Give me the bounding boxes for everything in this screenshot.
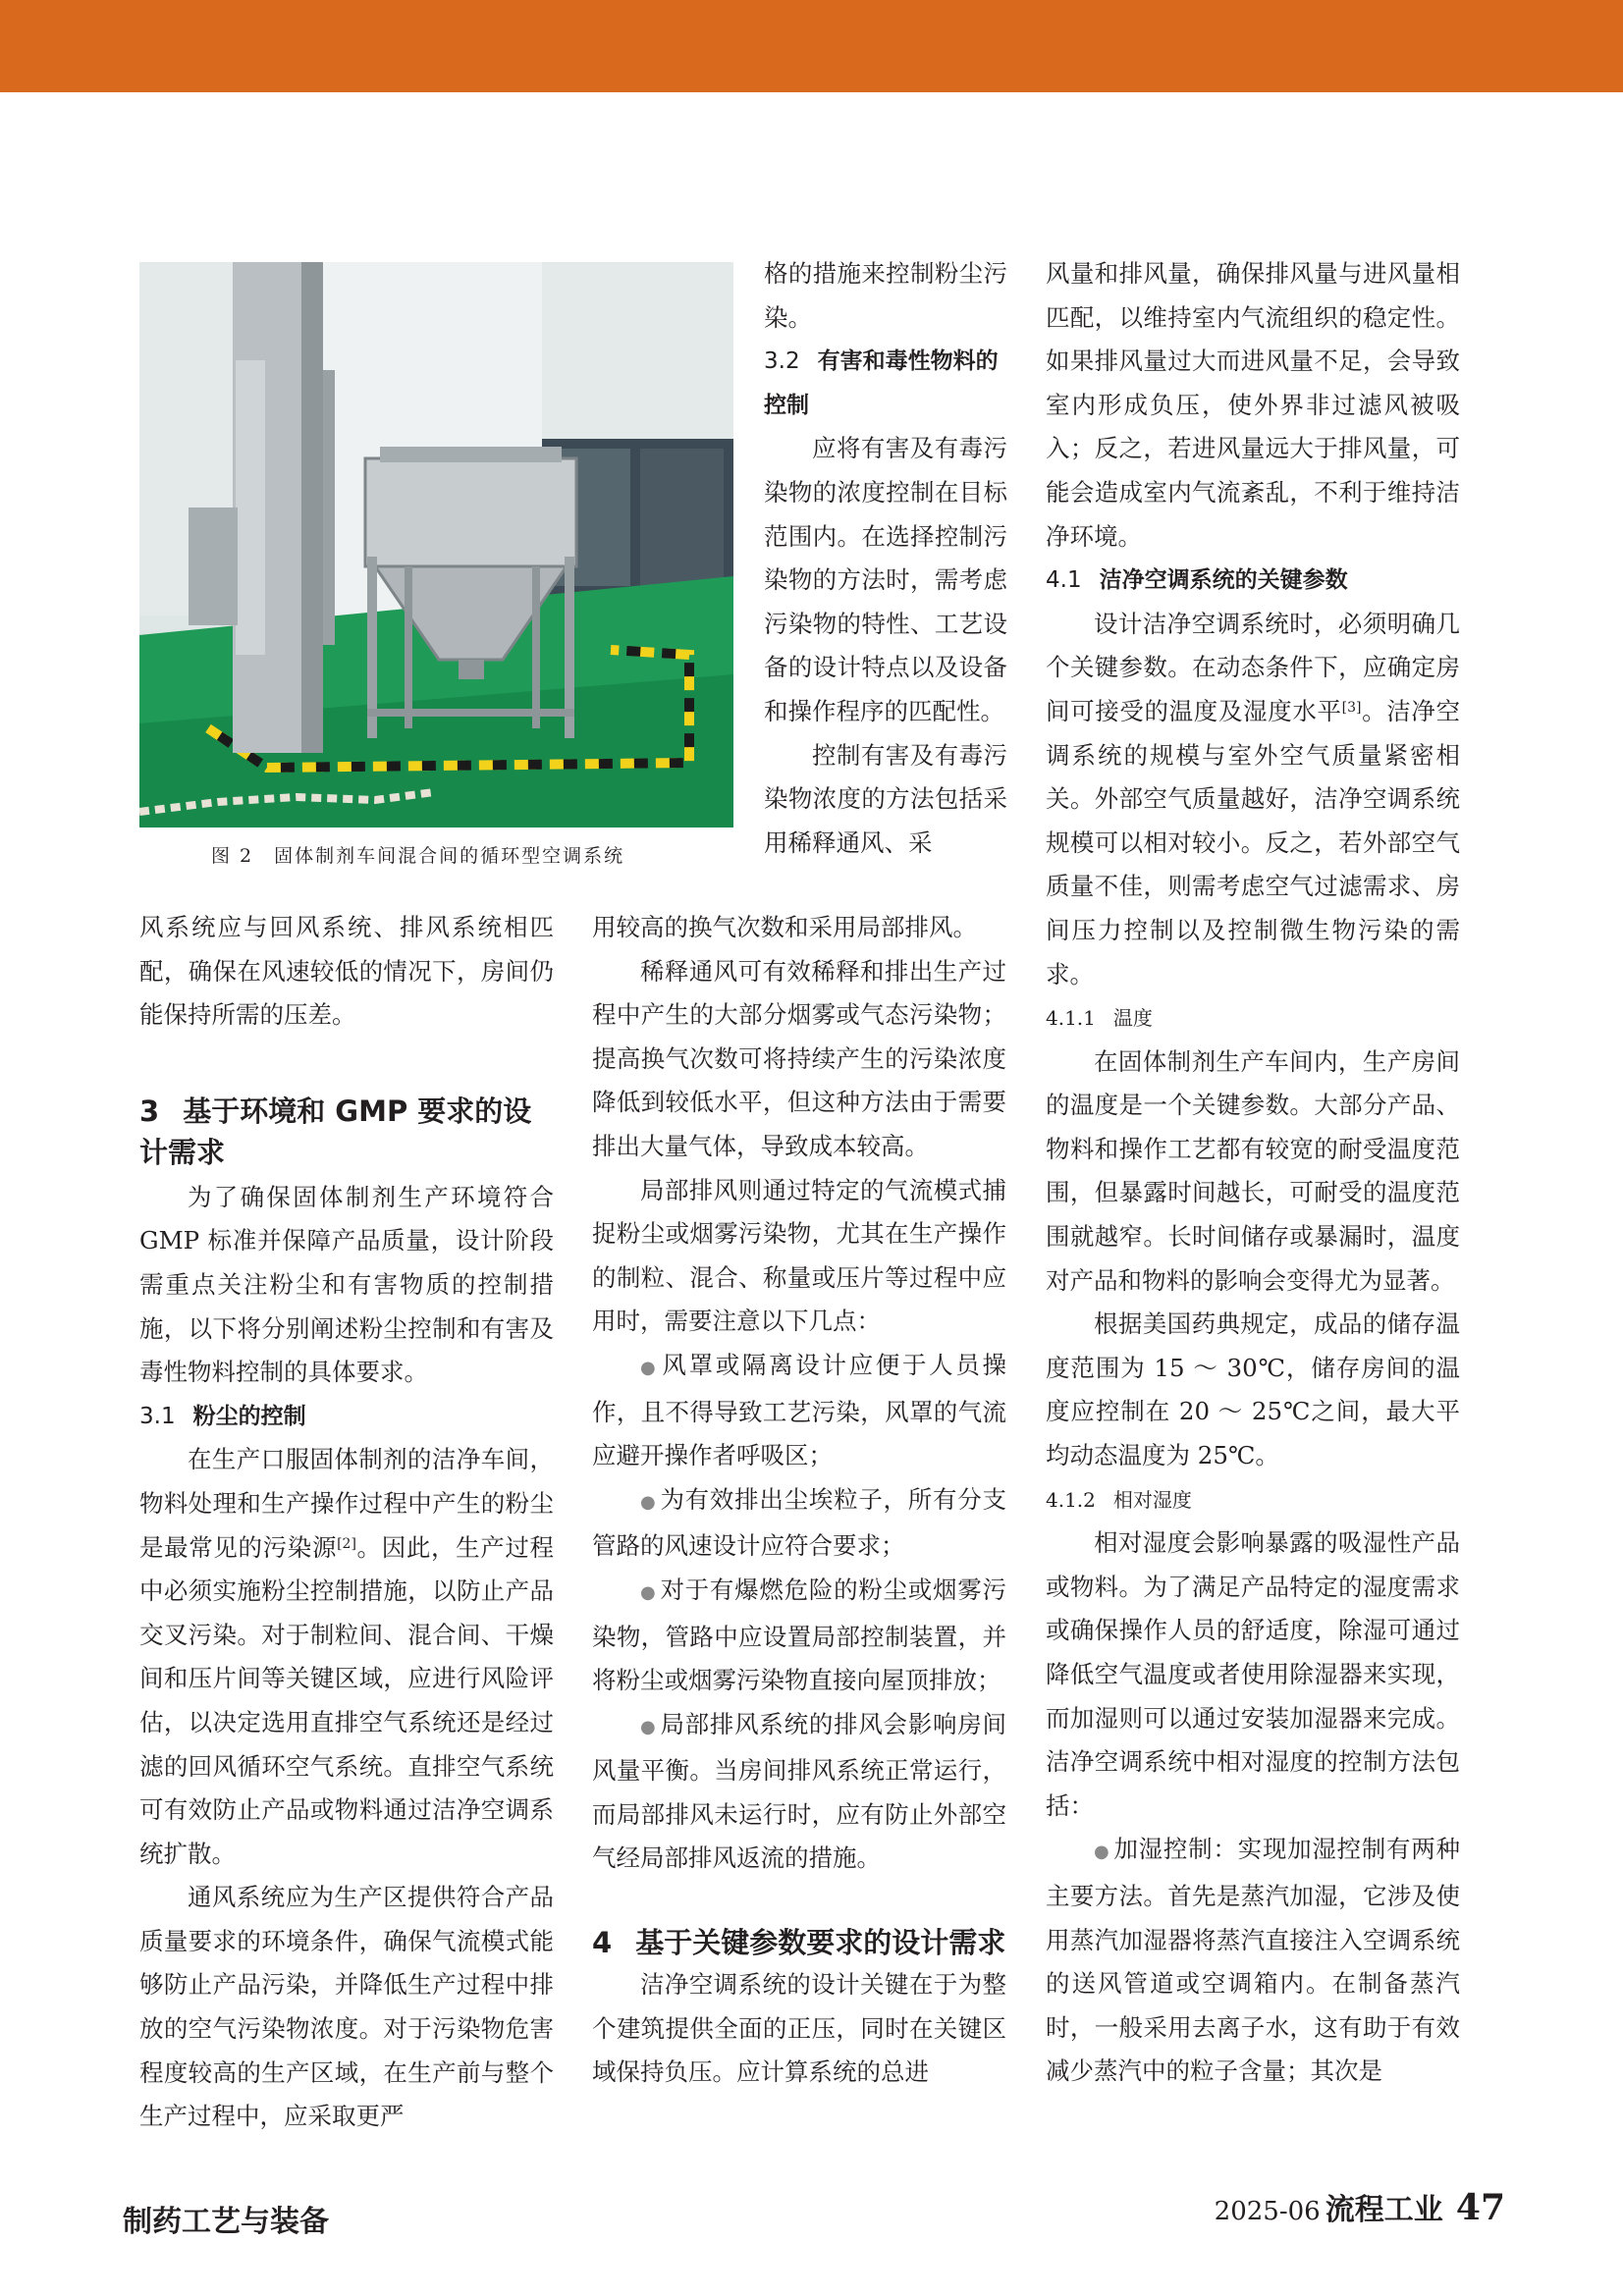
paragraph: 稀释通风可有效稀释和排出生产过程中产生的大部分烟雾或气态污染物；提高换气次数可将持续产生的污染浓度降低到较低水平，但这种方法由于需要排出大量气体，导致成本较高。: [592, 956, 1006, 1160]
section-number: 4: [592, 1926, 613, 1960]
bullet-item: ● 加湿控制：实现加湿控制有两种主要方法。首先是蒸汽加湿，它涉及使用蒸汽加湿器将蒸汽直接注入空调系统的送风管道或空调箱内。在制备蒸汽时，一般采用去离子水，这有助于有效减少蒸汽中的粒子含量；其次是: [1046, 1828, 1460, 2094]
paragraph: 用较高的换气次数和采用局部排风。: [592, 913, 977, 941]
subsubsection-title: 温度: [1112, 1006, 1153, 1031]
header-color-band: [0, 0, 1623, 92]
section-title: 基于关键参数要求的设计需求: [635, 1926, 1006, 1960]
section-number: 3: [139, 1094, 160, 1128]
paragraph: 洁净空调系统的设计关键在于为整个建筑提供全面的正压，同时在关键区域保持负压。应计算系统的总进: [592, 1970, 1006, 2087]
paragraph: [1046, 603, 1460, 996]
bullet-item: ● 局部排风系统的排风会影响房间风量平衡。当房间排风系统正常运行，而局部排风未运行时，应有防止外部空气经局部排风返流的措施。: [592, 1703, 1006, 1881]
footer-section-name: 制药工艺与装备: [123, 2205, 329, 2239]
paragraph: 在固体制剂生产车间内，生产房间的温度是一个关键参数。大部分产品、物料和操作工艺都有较宽的耐受温度范围，但暴露时间越长，可耐受的温度范围就越窄。长时间储存或暴漏时，温度对产品和物料的影响会变得尤为显著。: [1046, 1046, 1460, 1295]
column-3: [1046, 252, 1460, 2094]
subsection-title: 粉尘的控制: [192, 1403, 306, 1429]
footer-date: 2025-06: [1214, 2197, 1321, 2226]
subsubsection-number: 4.1.1: [1046, 1006, 1096, 1031]
text-run: 。洁净空调系统的规模与室外空气质量紧密相关。外部空气质量越好，洁净空调系统规模可以相对较小。反之，若外部空气质量不佳，则需考虑空气过滤需求、房间压力控制以及控制微生物污染的需求。: [1046, 696, 1461, 988]
paragraph: 格的措施来控制粉尘污染。: [764, 259, 1007, 332]
subsubsection-heading-4-1-1: [1046, 996, 1460, 1041]
column-1: [139, 906, 554, 2139]
paragraph: 风系统应与回风系统、排风系统相匹配，确保在风速较低的情况下，房间仍能保持所需的压差。: [139, 913, 554, 1030]
paragraph: 根据美国药典规定，成品的储存温度范围为 15 ～ 30℃，储存房间的温度应控制在 20 ～ 25℃之间，最大平均动态温度为 25℃。: [1046, 1309, 1460, 1470]
subsection-title: 洁净空调系统的关键参数: [1099, 567, 1348, 594]
subsection-heading-3-1: [139, 1395, 554, 1439]
paragraph: 控制有害及有毒污染物浓度的方法包括采用稀释通风、采: [764, 740, 1007, 857]
paragraph: [139, 1438, 554, 1876]
bullet-item: ● 为有效排出尘埃粒子，所有分支管路的风速设计应符合要求；: [592, 1478, 1006, 1569]
subsection-title: 有害和毒性物料的控制: [764, 348, 999, 418]
citation-ref: [3]: [1341, 699, 1362, 716]
text-run: 设计洁净空调系统时，必须明确几个关键参数。在动态条件下，应确定房间可接受的温度及湿度水平: [1046, 609, 1460, 725]
section-heading-3: [139, 1091, 554, 1173]
subsection-number: 3.1: [139, 1403, 176, 1429]
paragraph: 局部排风则通过特定的气流模式捕捉粉尘或烟雾污染物，尤其在生产操作的制粒、混合、称量或压片等过程中应用时，需要注意以下几点：: [592, 1175, 1006, 1336]
bullet-item: ● 风罩或隔离设计应便于人员操作，且不得导致工艺污染，风罩的气流应避开操作者呼吸区；: [592, 1344, 1006, 1478]
subsection-number: 4.1: [1046, 567, 1082, 594]
section-heading-4: [592, 1922, 1006, 1963]
text-run: 在生产口服固体制剂的洁净车间，物料处理和生产操作过程中产生的粉尘是最常见的污染源: [139, 1445, 554, 1562]
subsection-number: 3.2: [764, 348, 800, 375]
column-2-upper: [764, 252, 1007, 865]
paragraph: 通风系统应为生产区提供符合产品质量要求的环境条件，确保气流模式能够防止产品污染，并降低生产过程中排放的空气污染物浓度。对于污染物危害程度较高的生产区域，在生产前与整个生产过程中，应采取更严: [139, 1883, 554, 2131]
paragraph: 应将有害及有毒污染物的浓度控制在目标范围内。在选择控制污染物的方法时，需考虑污染物的特性、工艺设备的设计特点以及设备和操作程序的匹配性。: [764, 434, 1007, 725]
footer-magazine: 流程工业: [1325, 2193, 1443, 2227]
bullet-item: ● 对于有爆燃危险的粉尘或烟雾污染物，管路中应设置局部控制装置，并将粉尘或烟雾污染物直接向屋顶排放；: [592, 1569, 1006, 1703]
figure-caption: 图 2 固体制剂车间混合间的循环型空调系统: [211, 845, 625, 867]
paragraph: 风量和排风量，确保排风量与进风量相匹配，以维持室内气流组织的稳定性。如果排风量过大而进风量不足，会导致室内形成负压，使外界非过滤风被吸入；反之，若进风量远大于排风量，可能会造成室内气流紊乱，不利于维持洁净环境。: [1046, 259, 1460, 551]
subsection-heading-4-1: [1046, 559, 1460, 603]
subsubsection-title: 相对湿度: [1112, 1487, 1192, 1512]
column-2-lower: [592, 906, 1006, 2095]
text-run: 。因此，生产过程中必须实施粉尘控制措施，以防止产品交叉污染。对于制粒间、混合间、干燥间和压片间等关键区域，应进行风险评估，以决定选用直排空气系统还是经过滤的回风循环空气系统。直排空气系统可有效防止产品或物料通过洁净空调系统扩散。: [139, 1532, 554, 1868]
page-number: 47: [1455, 2187, 1505, 2228]
footer-issue-info: [1215, 2185, 1505, 2228]
subsection-heading-3-2: [764, 340, 1007, 427]
subsubsection-heading-4-1-2: [1046, 1478, 1460, 1522]
figure-photo: [139, 262, 733, 828]
section-title: 基于环境和 GMP 要求的设计需求: [139, 1094, 532, 1169]
paragraph: 为了确保固体制剂生产环境符合 GMP 标准并保障产品质量，设计阶段需重点关注粉尘和有害物质的控制措施，以下将分别阐述粉尘控制和有害及毒性物料控制的具体要求。: [139, 1182, 554, 1387]
subsubsection-number: 4.1.2: [1046, 1487, 1096, 1512]
paragraph: 相对湿度会影响暴露的吸湿性产品或物料。为了满足产品特定的湿度需求或确保操作人员的舒适度，除湿可通过降低空气温度或者使用除湿器来实现，而加湿则可以通过安装加湿器来完成。洁净空调系统中相对湿度的控制方法包括：: [1046, 1528, 1460, 1820]
citation-ref: [2]: [337, 1535, 356, 1552]
